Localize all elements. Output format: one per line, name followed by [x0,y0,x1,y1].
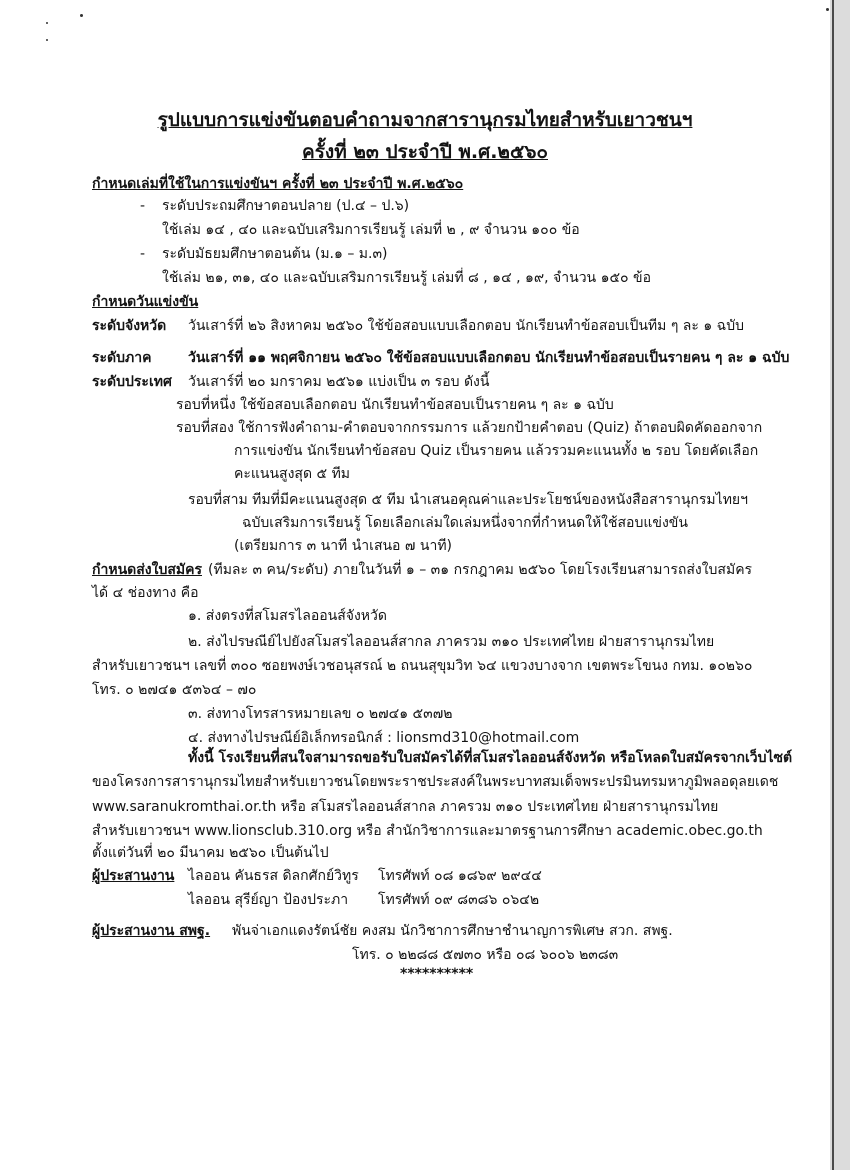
application-heading: กำหนดส่งใบสมัคร [92,562,202,578]
document-title: รูปแบบการแข่งขันตอบคำถามจากสารานุกรมไทยสำหรับเยาวชนฯ [157,109,693,131]
end-mark: ********** [400,966,474,982]
coordinator-name: ไลออน คันธรส ดิลกศักย์วิทูร [188,868,359,884]
region-label: ระดับภาค [92,350,152,366]
channel-3: ๓. ส่งทางโทรสารหมายเลข ๐ ๒๗๔๑ ๕๓๗๒ [188,706,453,722]
bullet-dash: - [140,198,146,214]
note-text: ทั้งนี้ โรงเรียนที่สนใจสามารถขอรับใบสมัครได้ที่สโมสรไลออนส์จังหวัด หรือโหลดใบสมัครจากเว็บไซต์ [188,750,793,766]
scan-speck [46,22,48,24]
round3-text: (เตรียมการ ๓ นาที นำเสนอ ๗ นาที) [234,538,453,554]
application-text: (ทีมละ ๓ คน/ระดับ) ภายในวันที่ ๑ – ๓๑ กรกฎาคม ๒๕๖๐ โดยโรงเรียนสามารถส่งใบสมัคร [208,562,753,578]
channel-4: ๔. ส่งทางไปรษณีย์อิเล็กทรอนิกส์ : lionsmd310@hotmail.com [188,730,580,746]
round2-text: คะแนนสูงสุด ๕ ทีม [234,466,351,482]
book-level-secondary: ระดับมัธยมศึกษาตอนต้น (ม.๑ – ม.๓) [162,246,388,262]
note-text: สำหรับเยาวชนฯ www.lionsclub.310.org หรือ สำนักวิชาการและมาตรฐานการศึกษา academic.obec.go.th [92,823,763,839]
dates-heading: กำหนดวันแข่งขัน [92,294,199,310]
note-text: ของโครงการสารานุกรมไทยสำหรับเยาวชนโดยพระราชประสงค์ในพระบาทสมเด็จพระปรมินทรมหาภูมิพลอดุลยเดช [92,774,779,790]
obec-coordinator-heading: ผู้ประสานงาน สพฐ. [92,923,211,939]
application-text: ได้ ๔ ช่องทาง คือ [92,585,199,601]
national-text: วันเสาร์ที่ ๒๐ มกราคม ๒๕๖๑ แบ่งเป็น ๓ รอบ ดังนี้ [188,374,490,390]
channel-1: ๑. ส่งตรงที่สโมสรไลออนส์จังหวัด [188,608,387,624]
province-text: วันเสาร์ที่ ๒๖ สิงหาคม ๒๕๖๐ ใช้ข้อสอบแบบเลือกตอบ นักเรียนทำข้อสอบเป็นทีม ๆ ละ ๑ ฉบับ [188,318,744,334]
round1-text: รอบที่หนึ่ง ใช้ข้อสอบเลือกตอบ นักเรียนทำข้อสอบเป็นรายคน ๆ ละ ๑ ฉบับ [176,397,614,413]
channel-2-address: สำหรับเยาวชนฯ เลขที่ ๓๐๐ ซอยพงษ์เวชอนุสรณ์ ๒ ถนนสุขุมวิท ๖๔ แขวงบางจาก เขตพระโขนง กทม. ๑๐๒๖๐ [92,658,753,674]
books-heading: กำหนดเล่มที่ใช้ในการแข่งขันฯ ครั้งที่ ๒๓ ประจำปี พ.ศ.๒๕๖๐ [92,176,464,192]
channel-2-phone: โทร. ๐ ๒๗๔๑ ๕๓๖๔ – ๗๐ [92,682,257,698]
round3-text: ฉบับเสริมการเรียนรู้ โดยเลือกเล่มใดเล่มหนึ่งจากที่กำหนดให้ใช้สอบแข่งขัน [242,515,688,531]
obec-coordinator-text: พันจ่าเอกแดงรัตน์ชัย คงสม นักวิชาการศึกษาชำนาญการพิเศษ สวก. สพฐ. [232,923,673,939]
coordinator-name: ไลออน สุรีย์ญา ป้องประภา [188,892,349,908]
province-label: ระดับจังหวัด [92,318,167,334]
book-detail-primary: ใช้เล่ม ๑๔ , ๔๐ และฉบับเสริมการเรียนรู้ เล่มที่ ๒ , ๙ จำนวน ๑๐๐ ข้อ [162,222,580,238]
coordinators-heading: ผู้ประสานงาน [92,868,175,884]
round2-text: รอบที่สอง ใช้การฟังคำถาม-คำตอบจากกรรมการ แล้วยกป้ายคำตอบ (Quiz) ถ้าตอบผิดคัดออกจาก [176,420,763,436]
scan-edge-line [832,0,834,1170]
coordinator-phone: โทรศัพท์ ๐๘ ๑๘๖๙ ๒๙๔๔ [378,868,542,884]
document-subtitle: ครั้งที่ ๒๓ ประจำปี พ.ศ.๒๕๖๐ [302,141,548,163]
obec-coordinator-phone: โทร. ๐ ๒๒๘๘ ๕๗๓๐ หรือ ๐๘ ๖๐๐๖ ๒๓๘๓ [352,947,619,963]
book-detail-secondary: ใช้เล่ม ๒๑, ๓๑, ๔๐ และฉบับเสริมการเรียนรู้ เล่มที่ ๘ , ๑๔ , ๑๙, จำนวน ๑๕๐ ข้อ [162,270,652,286]
region-text: วันเสาร์ที่ ๑๑ พฤศจิกายน ๒๕๖๐ ใช้ข้อสอบแบบเลือกตอบ นักเรียนทำข้อสอบเป็นรายคน ๆ ละ ๑ ฉบับ [188,350,790,366]
scan-speck [826,8,829,11]
round2-text: การแข่งขัน นักเรียนทำข้อสอบ Quiz เป็นรายคน แล้วรวมคะแนนทั้ง ๒ รอบ โดยคัดเลือก [234,443,759,459]
channel-2: ๒. ส่งไปรษณีย์ไปยังสโมสรไลออนส์สากล ภาครวม ๓๑๐ ประเทศไทย ฝ่ายสารานุกรมไทย [188,634,715,650]
coordinator-phone: โทรศัพท์ ๐๙ ๘๓๘๖ ๐๖๔๒ [378,892,540,908]
note-text: www.saranukromthai.or.th หรือ สโมสรไลออนส์สากล ภาครวม ๓๑๐ ประเทศไทย ฝ่ายสารานุกรมไทย [92,799,719,815]
note-text: ตั้งแต่วันที่ ๒๐ มีนาคม ๒๕๖๐ เป็นต้นไป [92,845,329,861]
scan-speck [46,39,48,41]
bullet-dash: - [140,246,146,262]
round3-text: รอบที่สาม ทีมที่มีคะแนนสูงสุด ๕ ทีม นำเสนอคุณค่าและประโยชน์ของหนังสือสารานุกรมไทยฯ [188,492,748,508]
book-level-primary: ระดับประถมศึกษาตอนปลาย (ป.๔ – ป.๖) [162,198,410,214]
national-label: ระดับประเทศ [92,374,172,390]
scan-speck [80,14,83,17]
